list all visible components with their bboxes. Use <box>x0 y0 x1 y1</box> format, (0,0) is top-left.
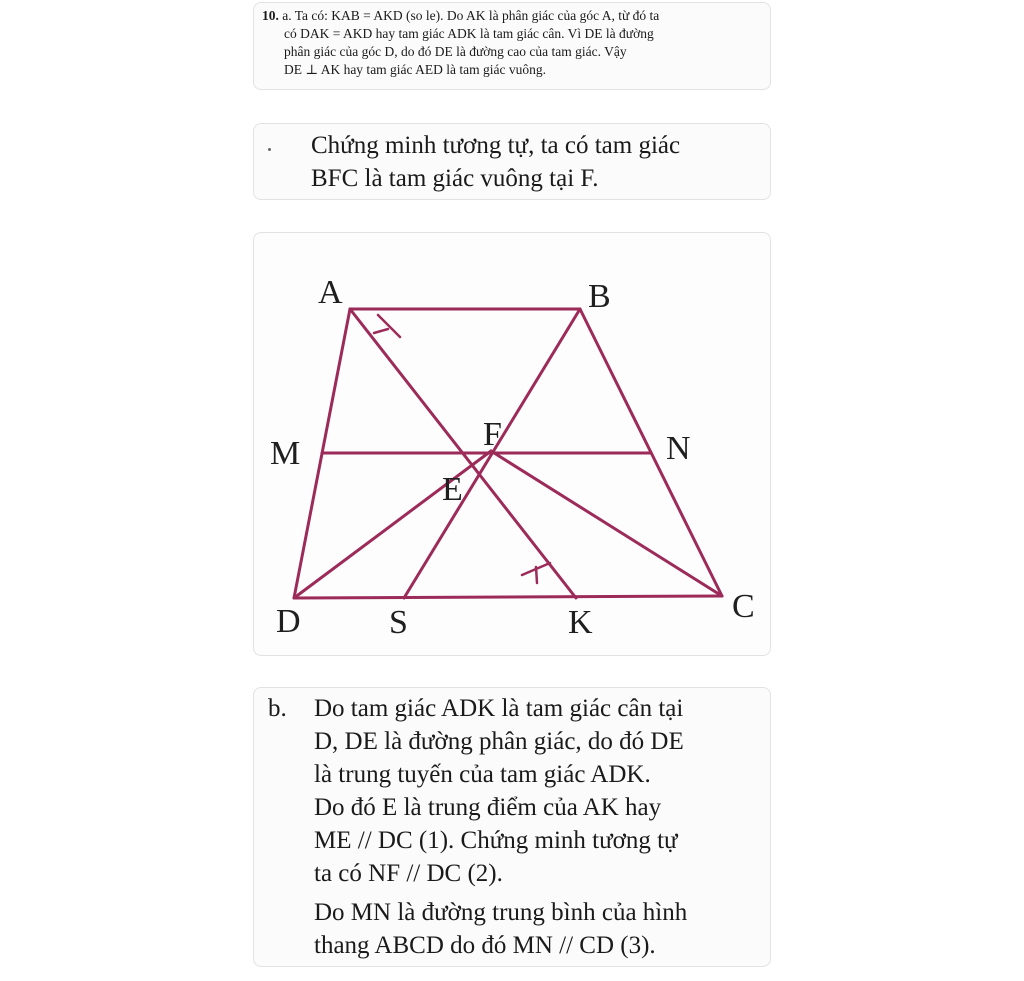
label-K: K <box>568 604 593 641</box>
label-E: E <box>442 471 463 508</box>
part-a-line-1-text: a. Ta có: KAB = AKD (so le). Do AK là phân giác của góc A, từ đó ta <box>282 8 660 23</box>
label-A: A <box>318 274 343 311</box>
similar-proof-card <box>253 123 771 200</box>
label-M: M <box>270 435 301 472</box>
part-b-label: b. <box>268 695 287 722</box>
part-b-line-7: Do MN là đường trung bình của hình <box>314 899 688 926</box>
part-b-card <box>253 687 771 967</box>
label-S: S <box>389 604 408 641</box>
similar-proof-line-2: BFC là tam giác vuông tại F. <box>311 165 599 192</box>
part-b-line-4: Do đó E là trung điểm của AK hay <box>314 794 662 821</box>
part-a-line-4: DE ⊥ AK hay tam giác AED là tam giác vuông. <box>284 62 547 77</box>
problem-number: 10. <box>262 8 279 23</box>
part-b-line-5: ME // DC (1). Chứng minh tương tự <box>314 827 678 854</box>
part-a-line-2: có DAK = AKD hay tam giác ADK là tam giác cân. Vì DE là đường <box>284 26 654 41</box>
angle-tick-K2 <box>536 567 537 583</box>
angle-tick-A2 <box>374 329 388 333</box>
part-b-line-2: D, DE là đường phân giác, do đó DE <box>314 728 684 755</box>
angle-tick-A <box>378 315 400 337</box>
trapezoid-figure <box>254 233 772 657</box>
part-b-line-6: ta có NF // DC (2). <box>314 860 503 887</box>
similar-proof-line-1: Chứng minh tương tự, ta có tam giác <box>311 132 681 159</box>
label-N: N <box>666 430 691 467</box>
segment-DC <box>294 596 722 598</box>
part-a-line-3: phân giác của góc D, do đó DE là đường cao của tam giác. Vậy <box>284 44 627 59</box>
part-b-line-1: Do tam giác ADK là tam giác cân tại <box>314 695 684 722</box>
part-a-line-1 <box>262 7 764 25</box>
label-B: B <box>588 278 611 315</box>
part-b-line-8: thang ABCD do đó MN // CD (3). <box>314 932 656 959</box>
part-b-line-3: là trung tuyến của tam giác ADK. <box>314 761 651 788</box>
figure-card <box>253 232 771 656</box>
label-C: C <box>732 588 755 625</box>
label-D: D <box>276 603 301 640</box>
bullet-dot <box>268 148 271 151</box>
label-F: F <box>483 416 502 453</box>
part-a-card <box>253 2 771 90</box>
